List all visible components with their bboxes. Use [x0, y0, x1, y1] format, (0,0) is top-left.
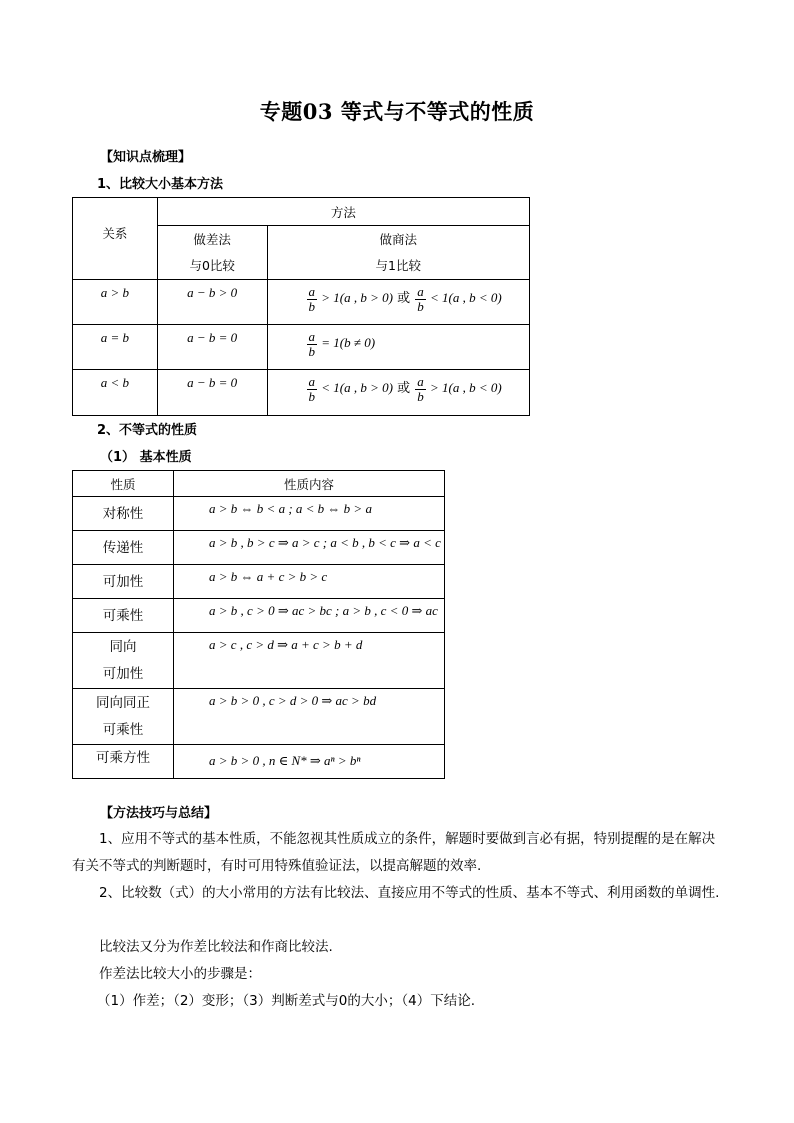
property-name-line1: 同向同正 — [96, 695, 151, 711]
table-row — [73, 325, 530, 370]
header-property: 性质 — [73, 471, 174, 497]
quotient-cell: $\frac{a}{b}$ = 1(b ≠ 0) — [267, 325, 529, 370]
property-content: a > b , c > 0 ⇒ ac > bc ; a > b , c < 0 ⇒ ac — [174, 599, 445, 633]
fraction: $\frac{a}{b}$ — [308, 284, 316, 314]
header-difference — [157, 226, 267, 280]
table-row — [73, 280, 530, 325]
paragraph-2: 2、比较数（式）的大小常用的方法有比较法、直接应用不等式的性质、基本不等式、利用函数的单调性. — [99, 885, 720, 901]
property-name: 对称性 — [73, 497, 174, 531]
quotient-cell: $\frac{a}{b}$ > 1(a , b > 0) 或 $\frac{a}{b}$ < 1(a , b < 0) — [267, 280, 529, 325]
relation-cell: a > b — [73, 280, 158, 325]
property-name: 可乘方性 — [73, 745, 174, 779]
paragraph-4: 作差法比较大小的步骤是： — [99, 966, 261, 982]
difference-cell: a − b = 0 — [157, 325, 267, 370]
table-row — [73, 745, 445, 779]
properties-table — [72, 470, 445, 779]
property-content: a > c , c > d ⇒ a + c > b + d — [174, 633, 445, 689]
table-row — [73, 633, 445, 689]
table-row — [73, 689, 445, 745]
property-name — [73, 689, 174, 745]
table-row — [73, 599, 445, 633]
property-content: a > b > 0 , c > d > 0 ⇒ ac > bd — [174, 689, 445, 745]
section-heading-knowledge: 【知识点梳理】 — [100, 150, 192, 165]
table-row — [73, 370, 530, 416]
paragraph-3: 比较法又分为作差比较法和作商比较法. — [99, 939, 333, 955]
header-method: 方法 — [157, 198, 529, 226]
subheading-inequality-properties: 2、不等式的性质 — [97, 423, 198, 438]
header-content: 性质内容 — [174, 471, 445, 497]
difference-cell: a − b = 0 — [157, 370, 267, 416]
header-difference-sub: 与0比较 — [189, 258, 235, 273]
property-name-line1: 同向 — [109, 639, 137, 655]
section-heading-methods: 【方法技巧与总结】 — [100, 806, 218, 821]
header-relation: 关系 — [73, 198, 158, 280]
property-name-line2: 可加性 — [102, 666, 144, 682]
property-content: a > b > 0 , n ∈ N* ⇒ aⁿ > bⁿ — [174, 745, 445, 779]
compare-methods-table — [72, 197, 530, 416]
subheading-basic-properties: （1） 基本性质 — [100, 450, 192, 465]
header-difference-label: 做差法 — [193, 232, 231, 247]
property-name: 传递性 — [73, 531, 174, 565]
difference-cell: a − b > 0 — [157, 280, 267, 325]
property-content: a > b ⇔ a + c > b > c — [174, 565, 445, 599]
property-name: 可加性 — [73, 565, 174, 599]
fraction: $\frac{a}{b}$ — [308, 329, 316, 359]
quotient-cell: $\frac{a}{b}$ < 1(a , b > 0) 或 $\frac{a}{b}$ > 1(a , b < 0) — [267, 370, 529, 416]
property-content: a > b ⇔ b < a ; a < b ⇔ b > a — [174, 497, 445, 531]
relation-cell: a < b — [73, 370, 158, 416]
property-content: a > b , b > c ⇒ a > c ; a < b , b < c ⇒ a < c — [174, 531, 445, 565]
property-name: 可乘性 — [73, 599, 174, 633]
property-name-line2: 可乘性 — [102, 722, 144, 738]
table-row — [73, 497, 445, 531]
subheading-compare-methods: 1、比较大小基本方法 — [97, 177, 224, 192]
table-row — [73, 565, 445, 599]
fraction: $\frac{a}{b}$ — [417, 374, 424, 404]
header-quotient-sub: 与1比较 — [375, 258, 421, 273]
header-quotient-label: 做商法 — [379, 232, 418, 247]
page-title: 专题03 等式与不等式的性质 — [259, 99, 535, 124]
paragraph-1: 1、应用不等式的基本性质，不能忽视其性质成立的条件，解题时要做到言必有据，特别提醒的是在解决有关不等式的判断题时，有时可用特殊值验证法，以提高解题的效率. — [72, 831, 716, 874]
property-name — [73, 633, 174, 689]
fraction: $\frac{a}{b}$ — [308, 374, 316, 404]
table-row — [73, 531, 445, 565]
relation-cell: a = b — [73, 325, 158, 370]
fraction: $\frac{a}{b}$ — [417, 284, 424, 314]
paragraph-5: （1）作差；（2）变形；（3）判断差式与0的大小；（4）下结论. — [97, 993, 475, 1009]
header-quotient — [267, 226, 529, 280]
